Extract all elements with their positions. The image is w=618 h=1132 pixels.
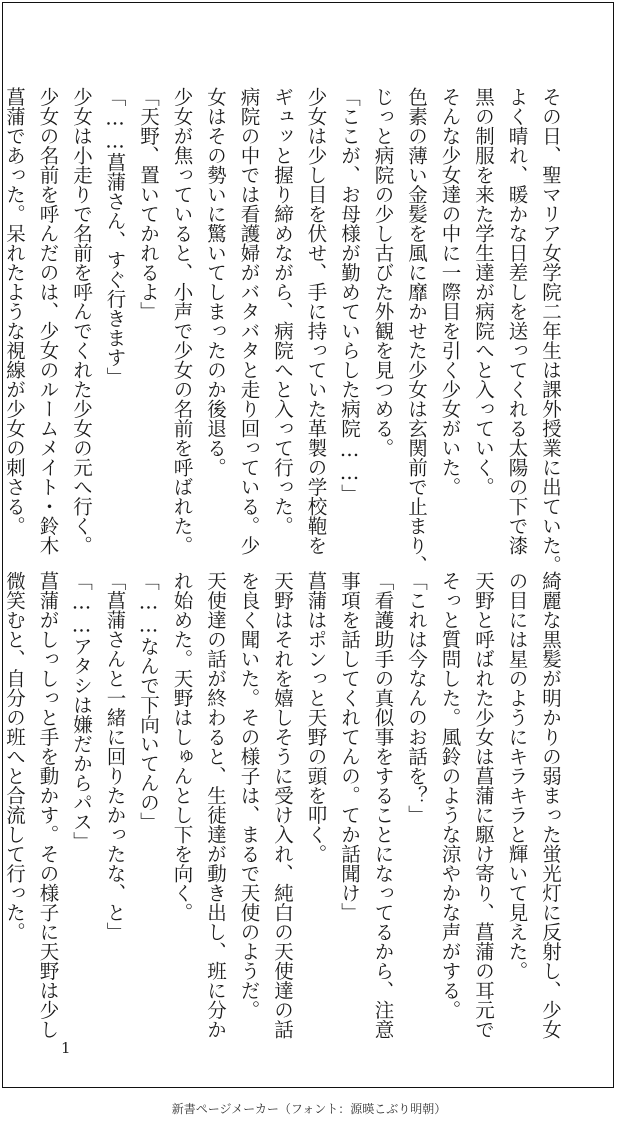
text-line: 菖蒲はポンっと天野の頭を叩く。 bbox=[304, 571, 328, 864]
text-line: 天野はそれを嬉しそうに受け入れ、純白の天使達の話 bbox=[271, 571, 294, 1039]
text-line: 菖蒲であった。呆れたような視線が少女の刺さる。 bbox=[3, 87, 26, 536]
text-line: の目には星のようにキラキラと輝いて見えた。 bbox=[505, 571, 529, 981]
text-line: 黒の制服を来た学生達が病院へと入っていく。 bbox=[472, 87, 495, 497]
text-line: 色素の薄い金髪を風に靡かせた少女は玄関前で止まり、 bbox=[405, 87, 428, 575]
text-line: 綺麗な黒髪が明かりの弱まった蛍光灯に反射し、少女 bbox=[539, 571, 562, 1039]
page-number: 1 bbox=[61, 1039, 71, 1057]
text-line: 微笑むと、自分の班へと合流して行った。 bbox=[3, 571, 26, 942]
text-line: 「これは今なんのお話を？」 bbox=[405, 571, 428, 825]
text-line: そんな少女達の中に一際目を引く少女がいた。 bbox=[438, 87, 462, 497]
lower-text-block bbox=[0, 571, 567, 1039]
text-line: 「菖蒲さんと一緒に回りたかったな、と」 bbox=[103, 571, 127, 942]
text-line: 「……なんで下向いてんの」 bbox=[137, 571, 160, 832]
text-line: 「……菖蒲さん、すぐ行きます」 bbox=[103, 87, 127, 387]
text-line: よく晴れ、暖かな日差しを送ってくれる太陽の下で漆 bbox=[505, 87, 529, 555]
text-line: 「看護助手の真似事をすることになってるから、注意 bbox=[371, 571, 395, 1039]
text-line: 事項を話してくれてんの。てか話聞け」 bbox=[338, 571, 361, 922]
text-line: 少女は少し目を伏せ、手に持っていた革製の学校鞄を bbox=[304, 87, 328, 555]
text-line: 天野と呼ばれた少女は菖蒲に駆け寄り、菖蒲の耳元で bbox=[472, 571, 495, 1039]
book-page bbox=[2, 2, 614, 1088]
footer-caption: 新書ページメーカー（フォント：源暎こぶり明朝） bbox=[171, 1102, 447, 1116]
text-line: 「……アタシは嫌だからパス」 bbox=[70, 571, 93, 851]
text-line: 少女が焦っていると、小声で少女の名前を呼ばれた。 bbox=[170, 87, 194, 555]
text-line: 少女は小走りで名前を呼んでくれた少女の元へ行く。 bbox=[70, 87, 93, 555]
text-line: 菖蒲がしっしっと手を動かす。その様子に天野は少し bbox=[36, 571, 60, 1039]
text-line: じっと病院の少し古びた外観を見つめる。 bbox=[371, 87, 395, 458]
text-line: 女はその勢いに驚いてしまったのか後退る。 bbox=[204, 87, 227, 477]
text-line: 病院の中では看護婦がバタバタと走り回っている。少 bbox=[237, 87, 261, 555]
text-line: 「ここが、お母様が勤めていらした病院……」 bbox=[338, 87, 361, 504]
text-line: 「天野、置いてかれるよ」 bbox=[137, 87, 160, 321]
text-line: を良く聞いた。その様子は、まるで天使のようだ。 bbox=[237, 571, 261, 1020]
text-line: れ始めた。天野はしゅんとし下を向く。 bbox=[170, 571, 194, 922]
text-line: そっと質問した。風鈴のような涼やかな声がする。 bbox=[438, 571, 462, 1020]
text-line: ギュッと握り締めながら、病院へと入って行った。 bbox=[271, 87, 294, 536]
text-line: その日、聖マリア女学院二年生は課外授業に出ていた。 bbox=[539, 87, 562, 575]
text-line: 少女の名前を呼んだのは、少女のルームメイト・鈴木 bbox=[36, 87, 60, 555]
text-line: 天使達の話が終わると、生徒達が動き出し、班に分か bbox=[204, 571, 227, 1039]
upper-text-block bbox=[0, 87, 567, 575]
